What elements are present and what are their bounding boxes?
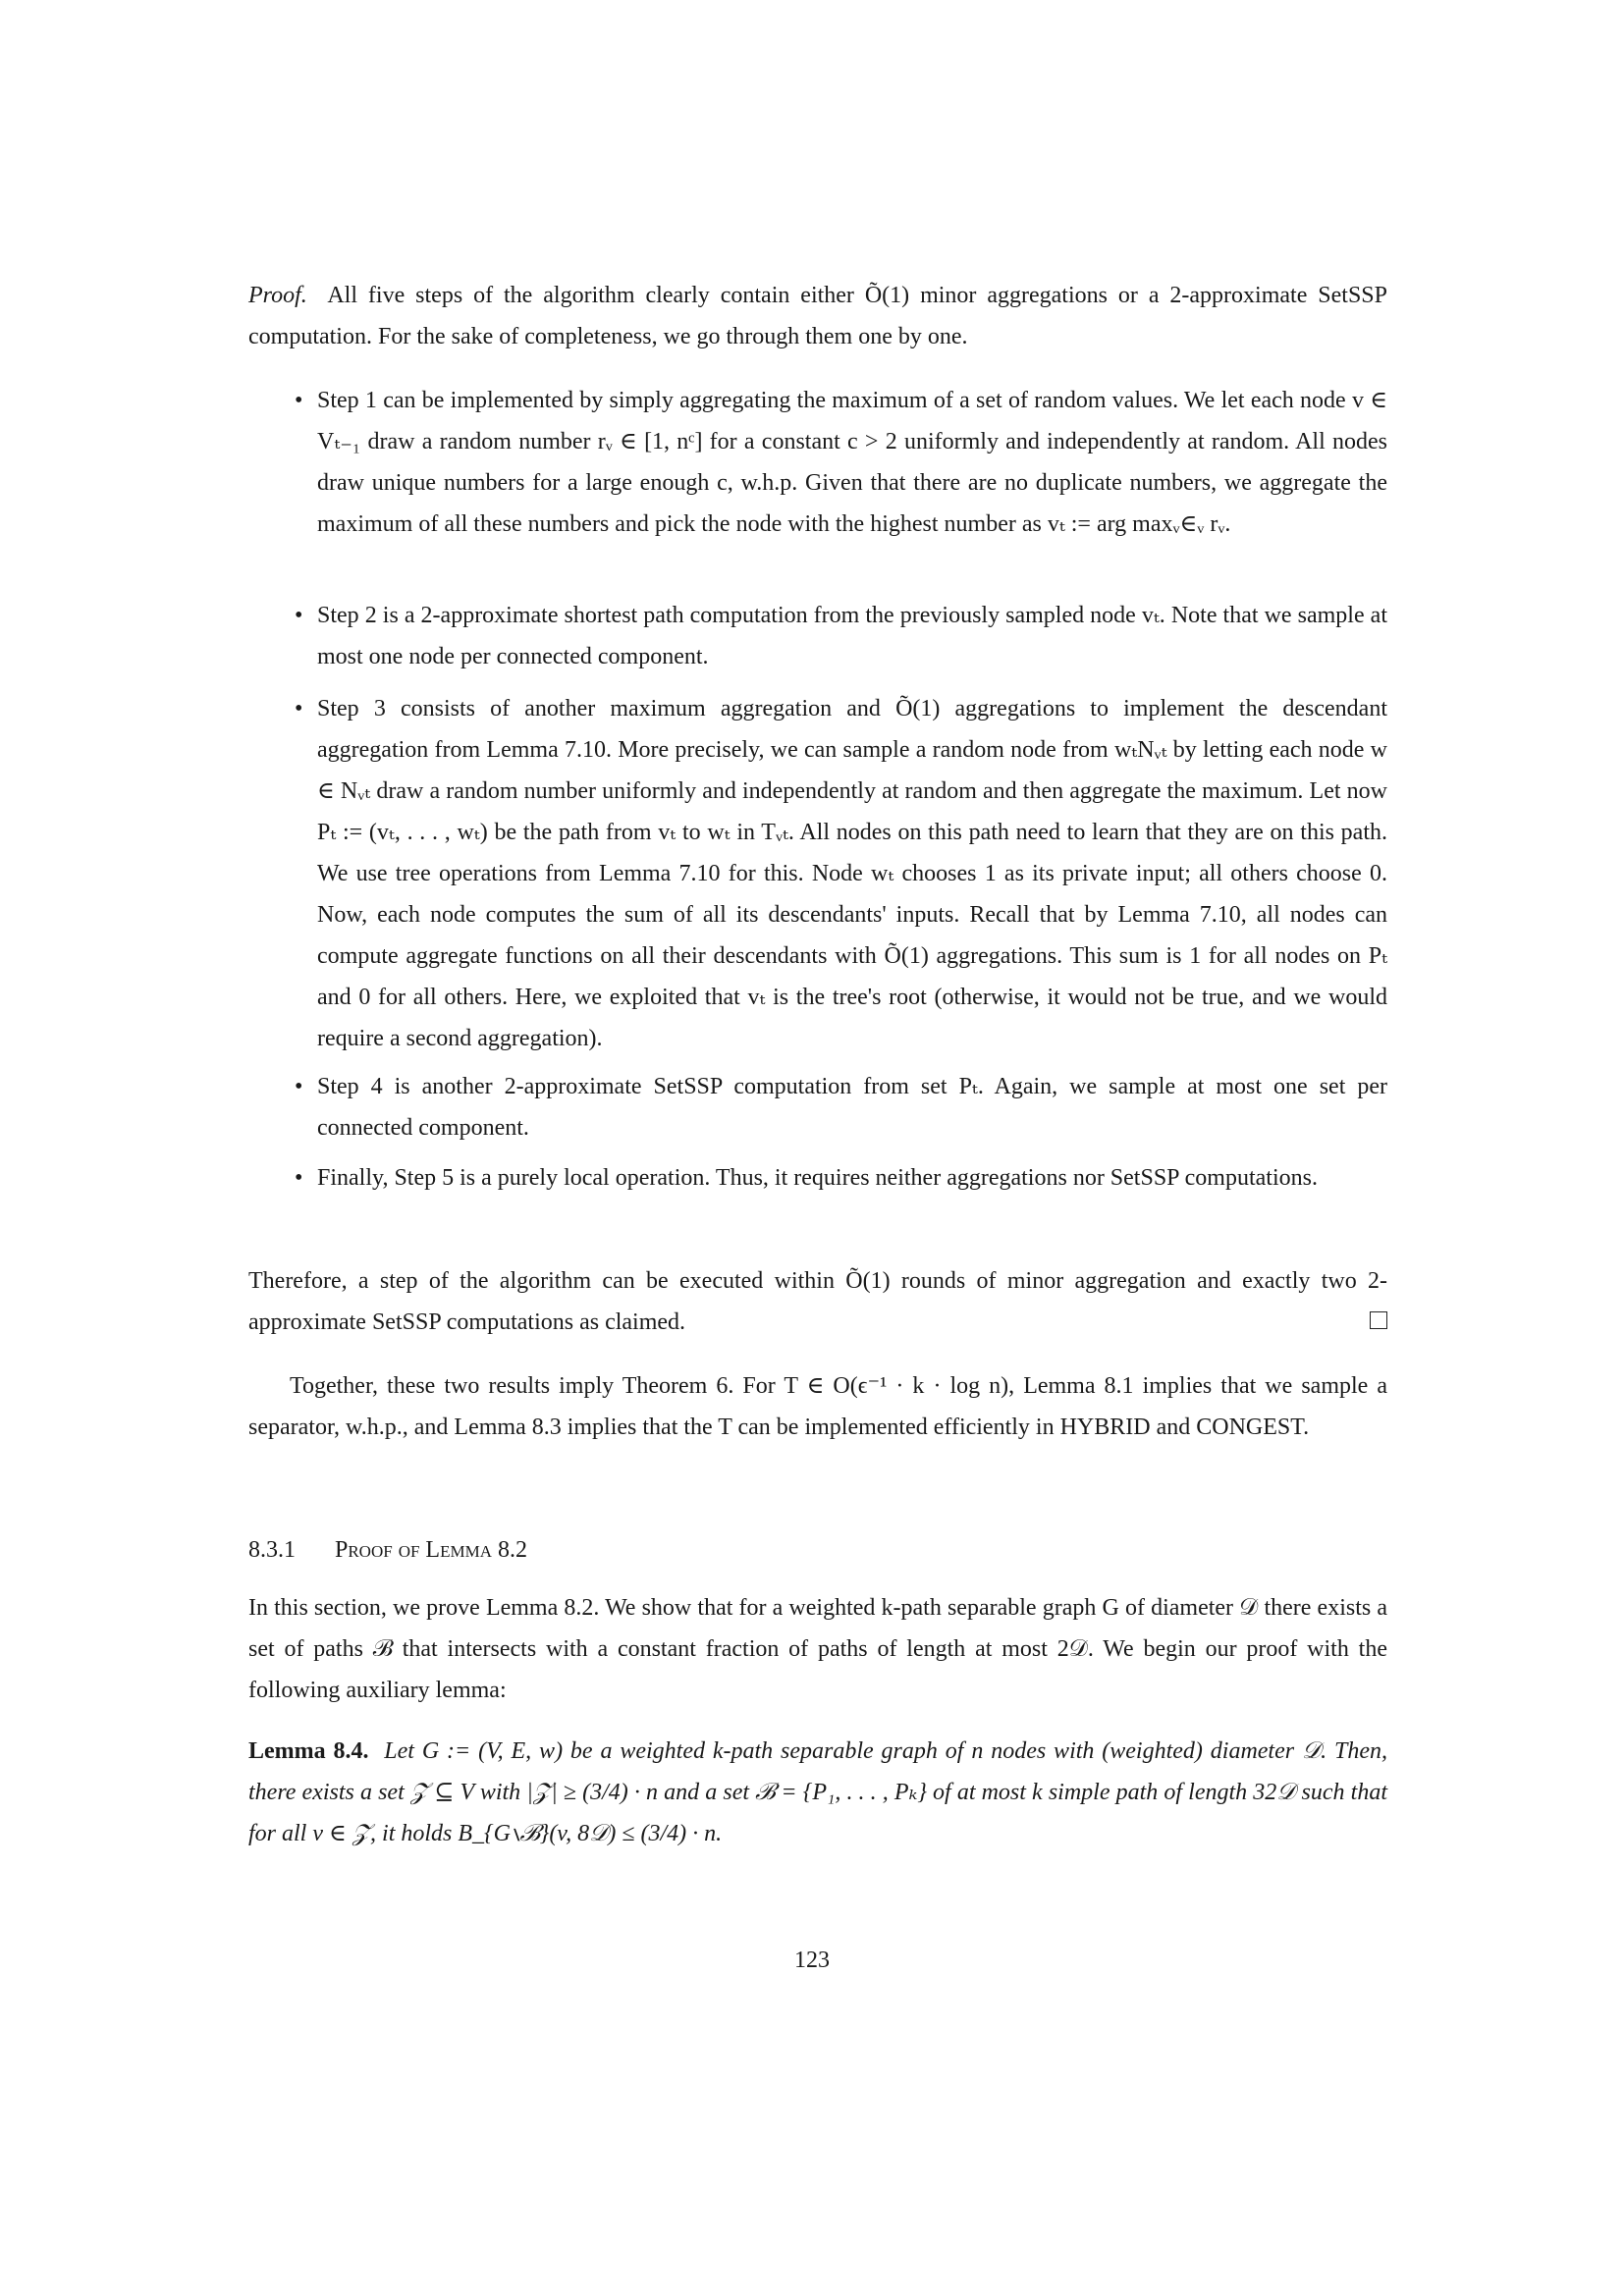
section-paragraph: In this section, we prove Lemma 8.2. We show that for a weighted k-path separable graph G of diameter 𝒟 there exists a set of paths ℬ that intersects with a constant fraction of paths of length at most 2𝒟. We begin our proof with the following auxiliary lemma: xyxy=(248,1595,1387,1703)
bullet-icon: • xyxy=(295,1165,303,1191)
page-number: 123 xyxy=(794,1948,830,1973)
bullet-icon: • xyxy=(295,603,303,628)
bullet-icon: • xyxy=(295,1074,303,1099)
bullet-step-3: Step 3 consists of another maximum aggregation and Õ(1) aggregations to implement the descendant aggregation from Lemma 7.10. More precisely, we can sample a random node from wₜNᵥₜ by letting each node w ∈ Nᵥₜ draw a random number uniformly and independently at random and then aggregate the maximum. Let now Pₜ := (vₜ, . . . , wₜ) be the path from vₜ to wₜ in Tᵥₜ. All nodes on this path need to learn that they are on this path. We use tree operations from Lemma 7.10 for this. Node wₜ chooses 1 as its private input; all others choose 0. Now, each node computes the sum of all its descendants' inputs. Recall that by Lemma 7.10, all nodes can compute aggregate functions on all their descendants with Õ(1) aggregations. This sum is 1 for all nodes on Pₜ and 0 for all others. Here, we exploited that vₜ is the tree's root (otherwise, it would not be true, and we would require a second aggregation). xyxy=(317,696,1387,1051)
section-number: 8.3.1 xyxy=(248,1537,296,1563)
qed-square-icon xyxy=(1370,1311,1387,1329)
section-title: Proof of Lemma 8.2 xyxy=(335,1537,527,1563)
proof-label: Proof. xyxy=(248,283,307,308)
bullet-step-1: Step 1 can be implemented by simply aggregating the maximum of a set of random values. We let each node v ∈ Vₜ₋₁ draw a random number rᵥ ∈ [1, nᶜ] for a constant c > 2 uniformly and independently at random. All nodes draw unique numbers for a large enough c, w.h.p. Given that there are no duplicate numbers, we aggregate the maximum of all these numbers and pick the node with the highest number as vₜ := arg maxᵥ∈ᵥ rᵥ. xyxy=(317,388,1387,537)
bullet-step-5: Finally, Step 5 is a purely local operation. Thus, it requires neither aggregations nor SetSSP computations. xyxy=(317,1165,1318,1191)
bullet-icon: • xyxy=(295,388,303,413)
therefore-paragraph: Therefore, a step of the algorithm can be executed within Õ(1) rounds of minor aggregation and exactly two 2-approximate SetSSP computations as claimed. xyxy=(248,1268,1387,1335)
bullet-step-2: Step 2 is a 2-approximate shortest path computation from the previously sampled node vₜ. Note that we sample at most one node per connected component. xyxy=(317,603,1387,669)
section-heading xyxy=(248,1529,527,1571)
proof-paragraph xyxy=(248,275,1387,357)
lemma-label: Lemma 8.4. xyxy=(248,1738,369,1764)
bullet-step-4: Step 4 is another 2-approximate SetSSP computation from set Pₜ. Again, we sample at most one set per connected component. xyxy=(317,1074,1387,1141)
together-paragraph: Together, these two results imply Theorem 6. For T ∈ O(ϵ⁻¹ · k · log n), Lemma 8.1 implies that we sample a separator, w.h.p., and Lemma 8.3 implies that the T can be implemented efficiently in HYBRID and CONGEST. xyxy=(248,1373,1387,1440)
lemma-paragraph xyxy=(248,1731,1387,1854)
proof-text: All five steps of the algorithm clearly contain either Õ(1) minor aggregations or a 2-approximate SetSSP computation. For the sake of completeness, we go through them one by one. xyxy=(248,283,1387,349)
lemma-text: Let G := (V, E, w) be a weighted k-path separable graph of n nodes with (weighted) diameter 𝒟. Then, there exists a set 𝒵 ⊆ V with |𝒵| ≥ (3/4) · n and a set ℬ = {P₁, . . . , Pₖ} of at most k simple path of length 32𝒟 such that for all v ∈ 𝒵, it holds B_{G∖ℬ}(v, 8𝒟) ≤ (3/4) · n. xyxy=(248,1738,1387,1846)
bullet-icon: • xyxy=(295,696,303,721)
